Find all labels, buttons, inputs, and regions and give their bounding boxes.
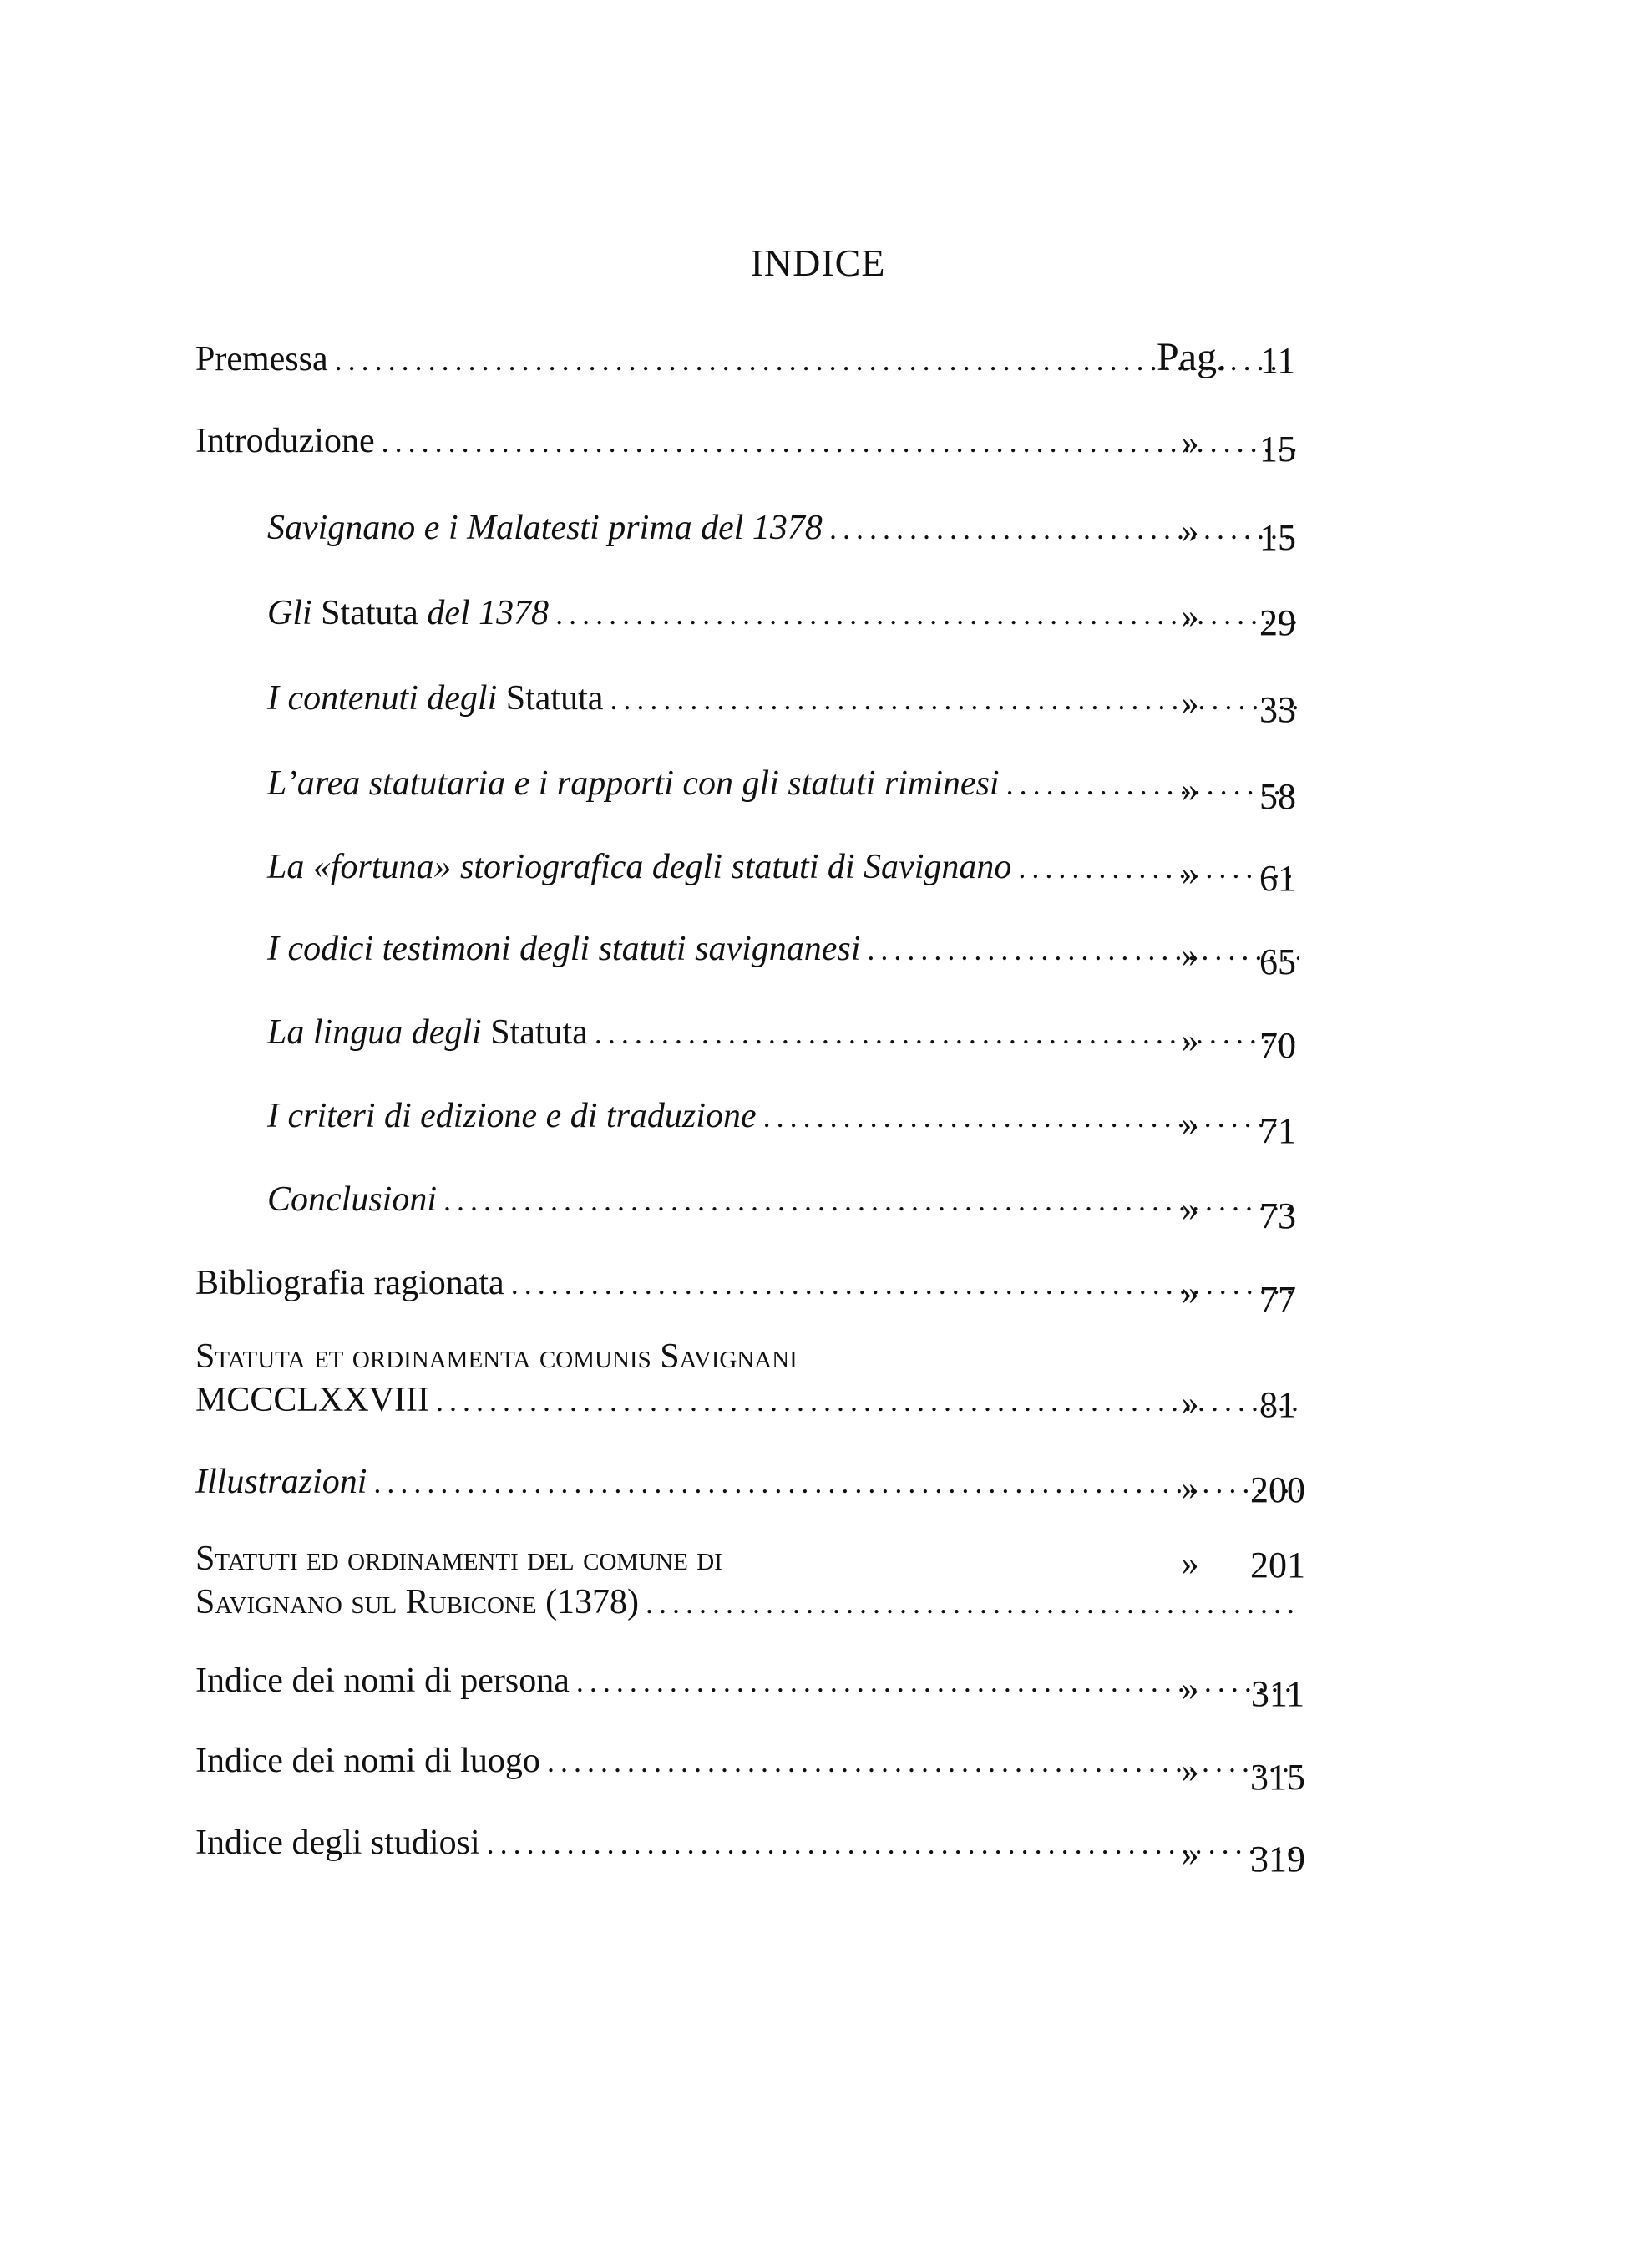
toc-entry xyxy=(267,591,1306,636)
toc-label: Premessa xyxy=(195,340,328,378)
page-abbr: » xyxy=(1181,597,1199,636)
page-abbr: » xyxy=(1181,684,1199,723)
page-abbr: » xyxy=(1181,1835,1199,1874)
page-abbr: » xyxy=(1181,1545,1199,1583)
toc-label: I contenuti degli Statuta xyxy=(267,679,604,718)
page-number: 319 xyxy=(1250,1839,1305,1880)
page-number: 15 xyxy=(1259,517,1296,558)
page-number: 11 xyxy=(1259,340,1296,381)
toc-entry xyxy=(267,1094,1306,1139)
toc-entry xyxy=(195,337,1306,382)
page-abbr: » xyxy=(1181,771,1199,809)
page-number: 58 xyxy=(1259,776,1296,817)
toc-entry xyxy=(195,1659,1306,1703)
page-abbr: » xyxy=(1181,1274,1199,1312)
page-number: 33 xyxy=(1259,689,1296,730)
toc-entry xyxy=(195,419,1306,464)
page-abbr: » xyxy=(1181,424,1199,462)
page-abbr: » xyxy=(1181,1022,1199,1060)
toc-entry xyxy=(195,1739,1306,1783)
page-title: INDICE xyxy=(750,241,886,284)
toc-label: Savignano e i Malatesti prima del 1378 xyxy=(267,509,823,547)
toc-label: Illustrazioni xyxy=(195,1463,367,1501)
toc-entry xyxy=(267,677,1306,721)
page-number: 311 xyxy=(1250,1673,1305,1714)
toc-label: La «fortuna» storiografica degli statuti di Savignano xyxy=(267,848,1012,886)
toc-label-line1: Statuta et ordinamenta comunis Savignani xyxy=(195,1337,798,1376)
page-number: 200 xyxy=(1250,1469,1305,1510)
toc-entry xyxy=(267,1011,1306,1055)
page-number: 15 xyxy=(1259,429,1296,469)
toc-label: L’area statutaria e i rapporti con gli statuti riminesi xyxy=(267,764,1000,803)
page-number: 65 xyxy=(1259,941,1296,982)
toc-entry xyxy=(195,1460,1306,1504)
toc-label: Gli Statuta del 1378 xyxy=(267,594,550,632)
toc-label: Introduzione xyxy=(195,422,375,460)
toc-label: Indice degli studiosi xyxy=(195,1824,480,1862)
toc-label: Indice dei nomi di luogo xyxy=(195,1742,540,1780)
page-number: 29 xyxy=(1259,602,1296,643)
page-abbr: » xyxy=(1181,936,1199,975)
toc-entry xyxy=(195,1261,1306,1306)
page-abbr: » xyxy=(1181,1105,1199,1144)
page-number: 315 xyxy=(1250,1757,1305,1798)
toc-entry xyxy=(195,1537,1306,1625)
toc-label: La lingua degli Statuta xyxy=(267,1013,588,1052)
toc-label-line1: Statuti ed ordinamenti del comune di xyxy=(195,1540,722,1578)
toc-label: Conclusioni xyxy=(267,1180,438,1219)
leader-dots xyxy=(335,338,1299,382)
toc-label: I codici testimoni degli statuti savignanesi xyxy=(267,930,861,968)
page-number: 61 xyxy=(1259,858,1296,899)
leader-dots xyxy=(646,1581,1299,1625)
page-abbr: Pag. xyxy=(1157,335,1227,379)
page-abbr: » xyxy=(1181,1190,1199,1229)
toc-label: Savignano sul Rubicone (1378) xyxy=(195,1583,640,1621)
toc-entry xyxy=(267,845,1306,890)
toc-entry xyxy=(195,1335,1306,1423)
toc-entry xyxy=(267,1178,1306,1222)
toc-entry xyxy=(267,506,1306,551)
page-abbr: » xyxy=(1181,855,1199,893)
toc-entry xyxy=(267,762,1306,806)
page-number: 201 xyxy=(1250,1545,1305,1586)
page-number: 70 xyxy=(1259,1025,1296,1066)
toc-label: MCCCLXXVIII xyxy=(195,1381,429,1419)
page-abbr: » xyxy=(1181,1752,1199,1790)
page-abbr: » xyxy=(1181,1384,1199,1423)
toc-entry xyxy=(267,927,1306,972)
page-number: 77 xyxy=(1259,1279,1296,1320)
page-abbr: » xyxy=(1181,1670,1199,1708)
toc-label: Indice dei nomi di persona xyxy=(195,1662,570,1700)
toc-label: I criteri di edizione e di traduzione xyxy=(267,1097,757,1135)
page-number: 73 xyxy=(1259,1195,1296,1236)
page-number: 81 xyxy=(1259,1384,1296,1425)
page-abbr: » xyxy=(1181,512,1199,551)
toc-entry xyxy=(195,1821,1306,1865)
page-abbr: » xyxy=(1181,1469,1199,1508)
toc-label: Bibliografia ragionata xyxy=(195,1264,504,1302)
page-number: 71 xyxy=(1259,1110,1296,1151)
